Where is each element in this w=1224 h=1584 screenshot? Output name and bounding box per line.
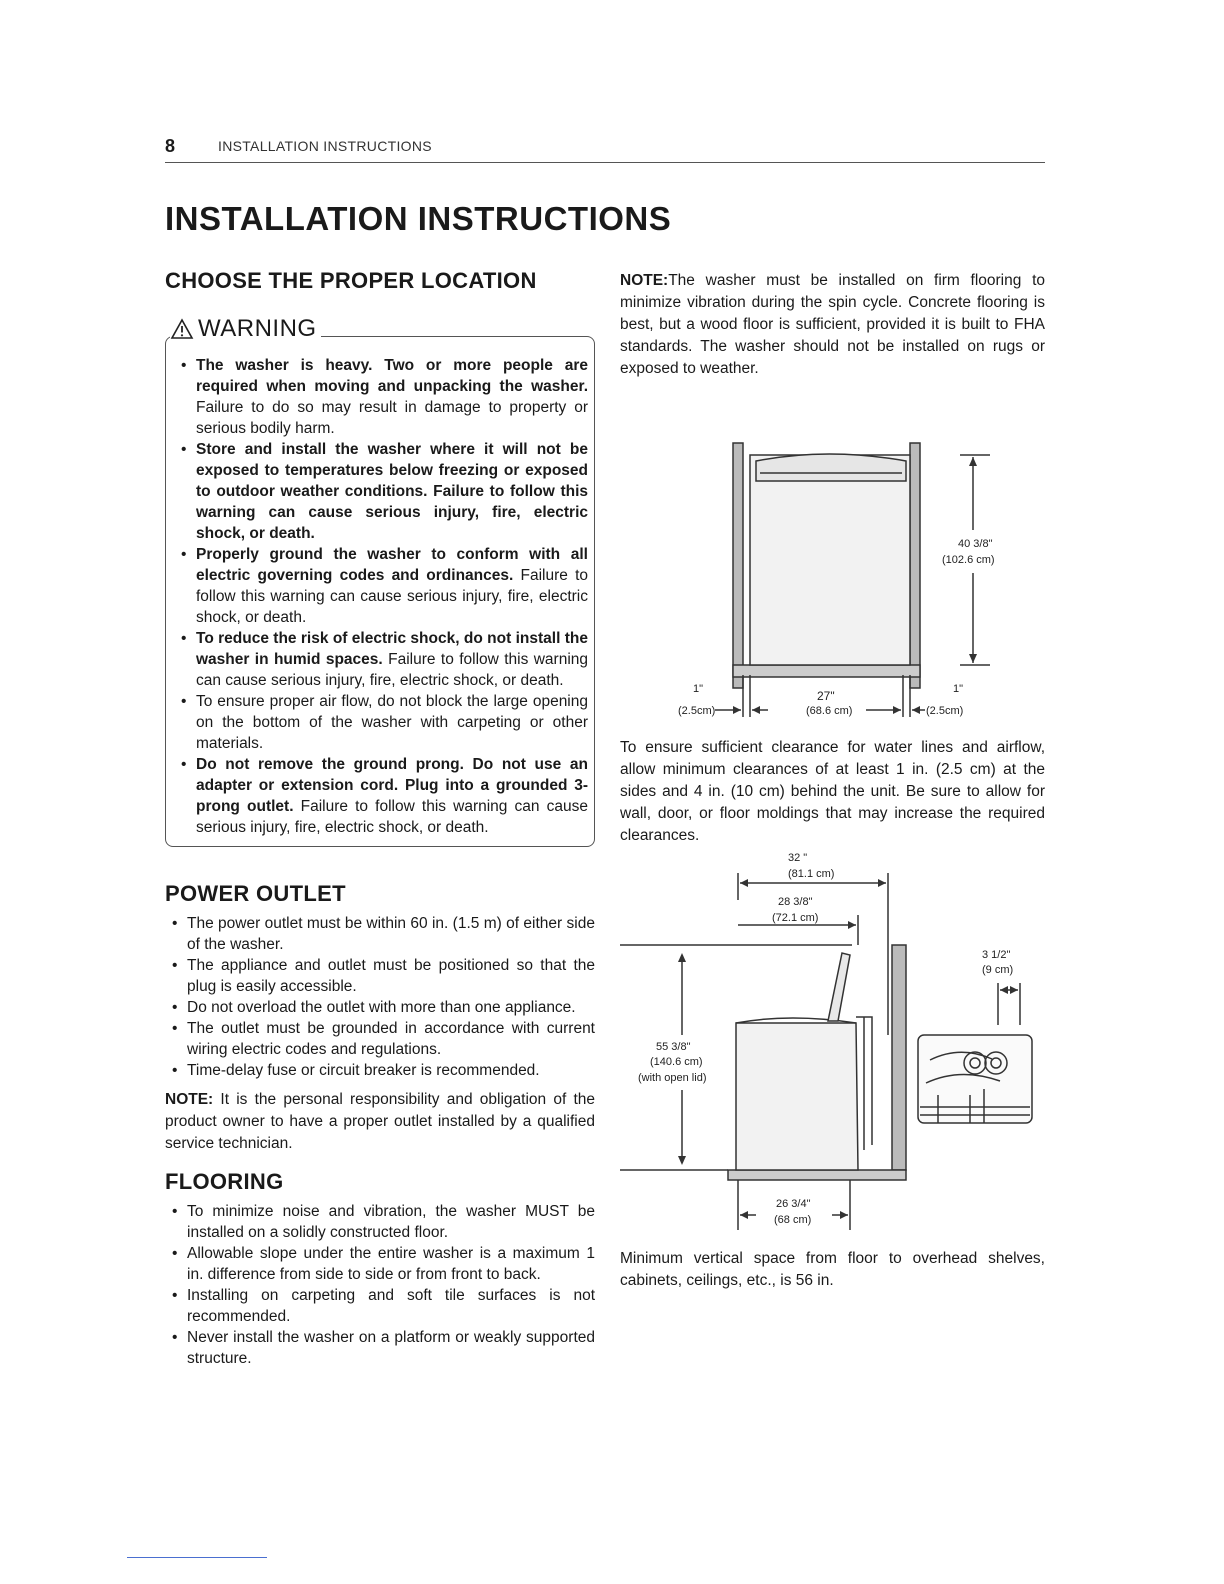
flooring-item: • Installing on carpeting and soft tile surfaces is not recommended. — [165, 1285, 595, 1327]
warning-item-bold: To reduce the risk of electric shock, do not install the washer in humid spaces. — [196, 630, 588, 668]
front-height-in: 40 3/8" — [958, 538, 993, 550]
warning-item-bold: Properly ground the washer to conform with all electric governing codes and ordinances. — [196, 546, 588, 584]
warning-item-text: Failure to do so may result in damage to property or serious bodily harm. — [196, 399, 588, 437]
front-clearance-diagram — [620, 435, 1050, 730]
flooring-item: • Allowable slope under the entire washer is a maximum 1 in. difference from side to side or from front to back. — [165, 1243, 595, 1285]
warning-list — [174, 355, 588, 838]
location-heading: CHOOSE THE PROPER LOCATION — [165, 268, 537, 293]
warning-box — [165, 315, 595, 847]
right-column — [620, 270, 1045, 380]
warning-item-bold: Do not remove the ground prong. Do not use an adapter or extension cord. Plug into a grounded 3-prong outlet. — [196, 756, 588, 815]
vertical-space-text: Minimum vertical space from floor to overhead shelves, cabinets, ceilings, etc., is 56 in. — [620, 1250, 1045, 1289]
front-right-gap-in: 1" — [953, 683, 964, 695]
page-number: 8 — [165, 136, 176, 156]
power-note-text: It is the personal responsibility and obligation of the product owner to have a proper outlet installed by a qualified service technician. — [165, 1091, 595, 1152]
warning-item — [174, 355, 588, 439]
power-item: • The outlet must be grounded in accordance with current wiring electric codes and regulations. — [165, 1018, 595, 1060]
warning-item — [174, 691, 588, 754]
warning-title — [170, 315, 321, 343]
front-width-cm: (68.6 cm) — [806, 705, 853, 717]
side-back-cm: (9 cm) — [982, 964, 1014, 976]
flooring-note-label: NOTE: — [620, 272, 669, 289]
side-clearance-diagram — [620, 845, 1050, 1240]
side-lid-in: 28 3/8" — [778, 896, 813, 908]
warning-triangle-icon — [170, 318, 194, 340]
clearance-text: To ensure sufficient clearance for water lines and airflow, allow minimum clearances of at least 1 in. (2.5 cm) at the sides and 4 in. (10 cm) behind the unit. Be sure to allow for wall, door, or floor moldings that may increase the required clearances. — [620, 739, 1045, 844]
side-lid-cm: (72.1 cm) — [772, 912, 819, 924]
power-item: • The appliance and outlet must be positioned so that the plug is easily accessible. — [165, 955, 595, 997]
warning-item — [174, 544, 588, 628]
front-left-gap-cm: (2.5cm) — [678, 705, 716, 717]
power-note — [165, 1089, 595, 1155]
warning-label: WARNING — [198, 315, 317, 342]
front-width-in: 27" — [817, 689, 835, 703]
side-top-cm: (81.1 cm) — [788, 868, 835, 880]
running-title: INSTALLATION INSTRUCTIONS — [218, 138, 432, 154]
power-item: • Time-delay fuse or circuit breaker is recommended. — [165, 1060, 595, 1081]
side-top-in: 32 " — [788, 852, 808, 864]
front-height-cm: (102.6 cm) — [942, 554, 995, 566]
warning-item-text: Failure to follow this warning can cause serious injury, fire, electric shock, or death. — [196, 651, 588, 689]
power-item: • The power outlet must be within 60 in. (1.5 m) of either side of the washer. — [165, 913, 595, 955]
flooring-list — [165, 1201, 595, 1369]
warning-item-bold: The washer is heavy. Two or more people are required when moving and unpacking the washer. — [196, 357, 588, 395]
side-height-note: (with open lid) — [638, 1072, 707, 1084]
front-right-gap-cm: (2.5cm) — [926, 705, 964, 717]
warning-item-text: To ensure proper air flow, do not block the large opening on the bottom of the washer with carpeting or other materials. — [196, 693, 588, 752]
flooring-heading: FLOORING — [165, 1169, 284, 1194]
page-header — [165, 136, 1045, 163]
side-height-cm: (140.6 cm) — [650, 1056, 703, 1068]
side-depth-cm: (68 cm) — [774, 1214, 812, 1226]
front-left-gap-in: 1" — [693, 683, 704, 695]
flooring-note — [620, 270, 1045, 380]
warning-item — [174, 439, 588, 544]
flooring-item: • To minimize noise and vibration, the washer MUST be installed on a solidly constructed floor. — [165, 1201, 595, 1243]
power-item: • Do not overload the outlet with more than one appliance. — [165, 997, 595, 1018]
side-back-in: 3 1/2" — [982, 949, 1011, 961]
page-title: INSTALLATION INSTRUCTIONS — [165, 200, 672, 237]
left-column — [165, 268, 595, 1369]
warning-item-bold: Store and install the washer where it will not be exposed to temperatures below freezing or exposed to outdoor weather conditions. Failure to follow this warning can cause serious injury, fire, electric shock, or death. — [196, 441, 588, 542]
warning-item — [174, 628, 588, 691]
warning-item-text: Failure to follow this warning can cause serious injury, fire, electric shock, or death. — [196, 567, 588, 626]
warning-item-text: Failure to follow this warning can cause serious injury, fire, electric shock, or death. — [196, 798, 588, 836]
flooring-note-text: The washer must be installed on firm flooring to minimize vibration during the spin cycle. Concrete flooring is best, but a wood floor is sufficient, provided it is built to FHA standards. The washer should not be installed on rugs or exposed to weather. — [620, 272, 1045, 377]
power-list — [165, 913, 595, 1081]
footer-rule — [127, 1557, 267, 1558]
flooring-item: • Never install the washer on a platform or weakly supported structure. — [165, 1327, 595, 1369]
warning-item — [174, 754, 588, 838]
power-heading: POWER OUTLET — [165, 881, 346, 906]
power-note-label: NOTE: — [165, 1091, 214, 1108]
side-depth-in: 26 3/4" — [776, 1198, 811, 1210]
side-height-in: 55 3/8" — [656, 1041, 691, 1053]
